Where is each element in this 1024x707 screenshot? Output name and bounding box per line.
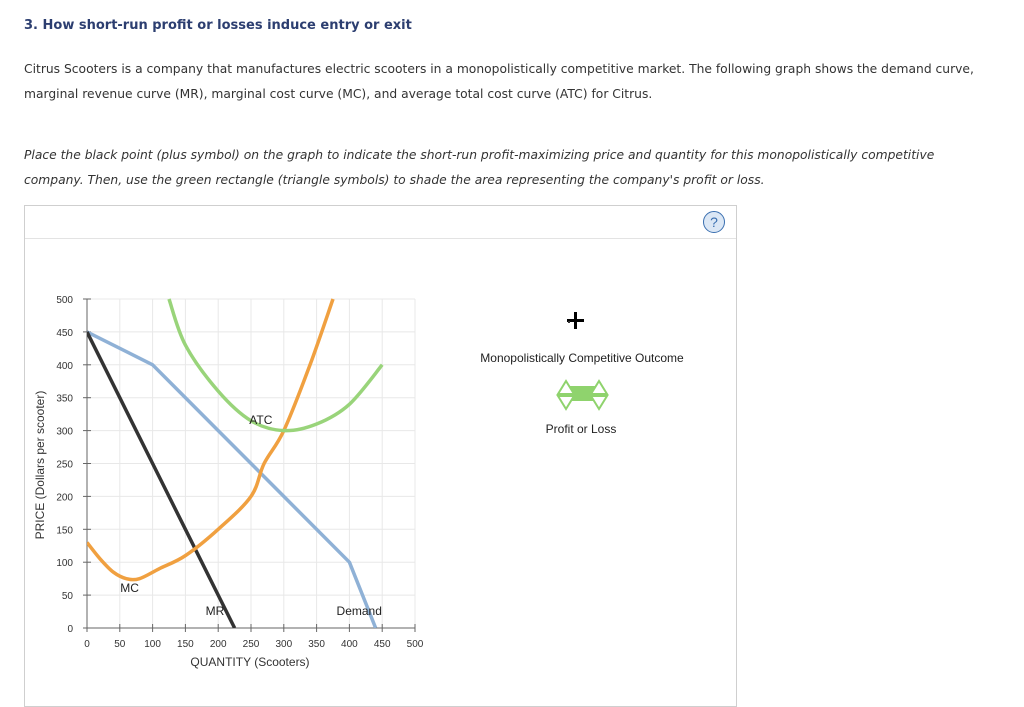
- y-tick-label: 100: [56, 558, 73, 570]
- y-tick-label: 250: [56, 459, 73, 471]
- y-tick-label: 200: [56, 492, 73, 504]
- plus-icon: [567, 312, 584, 329]
- x-tick-label: 500: [406, 639, 424, 650]
- chart-axes: [56, 295, 423, 650]
- x-tick-label: 200: [209, 639, 227, 650]
- y-tick-label: 150: [56, 525, 73, 537]
- x-tick-label: 250: [242, 639, 260, 650]
- x-tick-label: 0: [84, 639, 90, 650]
- y-tick-label: 350: [56, 393, 73, 405]
- curve-label-demand: Demand: [336, 603, 382, 618]
- curve-label-mr: MR: [205, 603, 225, 618]
- y-tick-label: 500: [56, 295, 73, 306]
- curve-mr: [87, 332, 235, 628]
- y-tick-label: 450: [56, 327, 73, 339]
- triangle-rectangle-icon: [558, 381, 607, 409]
- help-icon[interactable]: ?: [703, 211, 725, 233]
- x-tick-label: 50: [114, 639, 126, 650]
- y-axis-label: PRICE (Dollars per scooter): [33, 390, 47, 540]
- y-tick-label: 400: [56, 360, 73, 372]
- x-tick-label: 450: [373, 639, 391, 650]
- x-tick-label: 300: [275, 639, 293, 650]
- curve-label-atc: ATC: [249, 413, 273, 428]
- x-tick-label: 400: [341, 639, 358, 650]
- rectangle-tool[interactable]: [558, 381, 607, 409]
- question-paragraph-2: Place the black point (plus symbol) on the graph to indicate the short-run profit-maximizing price and quantity for this monopolistically competitive company. Then, use the green rectangle (triangle symbols) to shade the area representing the company's profit or loss.: [24, 148, 935, 187]
- x-axis-label: QUANTITY (Scooters): [190, 655, 310, 669]
- rectangle-tool-label: Profit or Loss: [545, 422, 617, 436]
- point-tool[interactable]: [567, 312, 584, 329]
- question-heading: 3. How short-run profit or losses induce entry or exit: [24, 18, 412, 33]
- y-tick-label: 0: [67, 624, 73, 635]
- curve-mc: [87, 299, 333, 580]
- point-tool-label: Monopolistically Competitive Outcome: [480, 351, 684, 365]
- y-tick-label: 300: [56, 426, 73, 438]
- question-paragraph-1: Citrus Scooters is a company that manufactures electric scooters in a monopolistically competitive market. The following graph shows the demand curve, marginal revenue curve (MR), marginal cost curve (MC), and average total cost curve (ATC) for Citrus.: [24, 62, 974, 101]
- x-tick-label: 150: [177, 639, 194, 650]
- x-tick-label: 350: [308, 639, 325, 650]
- x-tick-label: 100: [144, 639, 161, 650]
- curve-label-mc: MC: [120, 580, 139, 595]
- y-tick-label: 50: [61, 591, 73, 603]
